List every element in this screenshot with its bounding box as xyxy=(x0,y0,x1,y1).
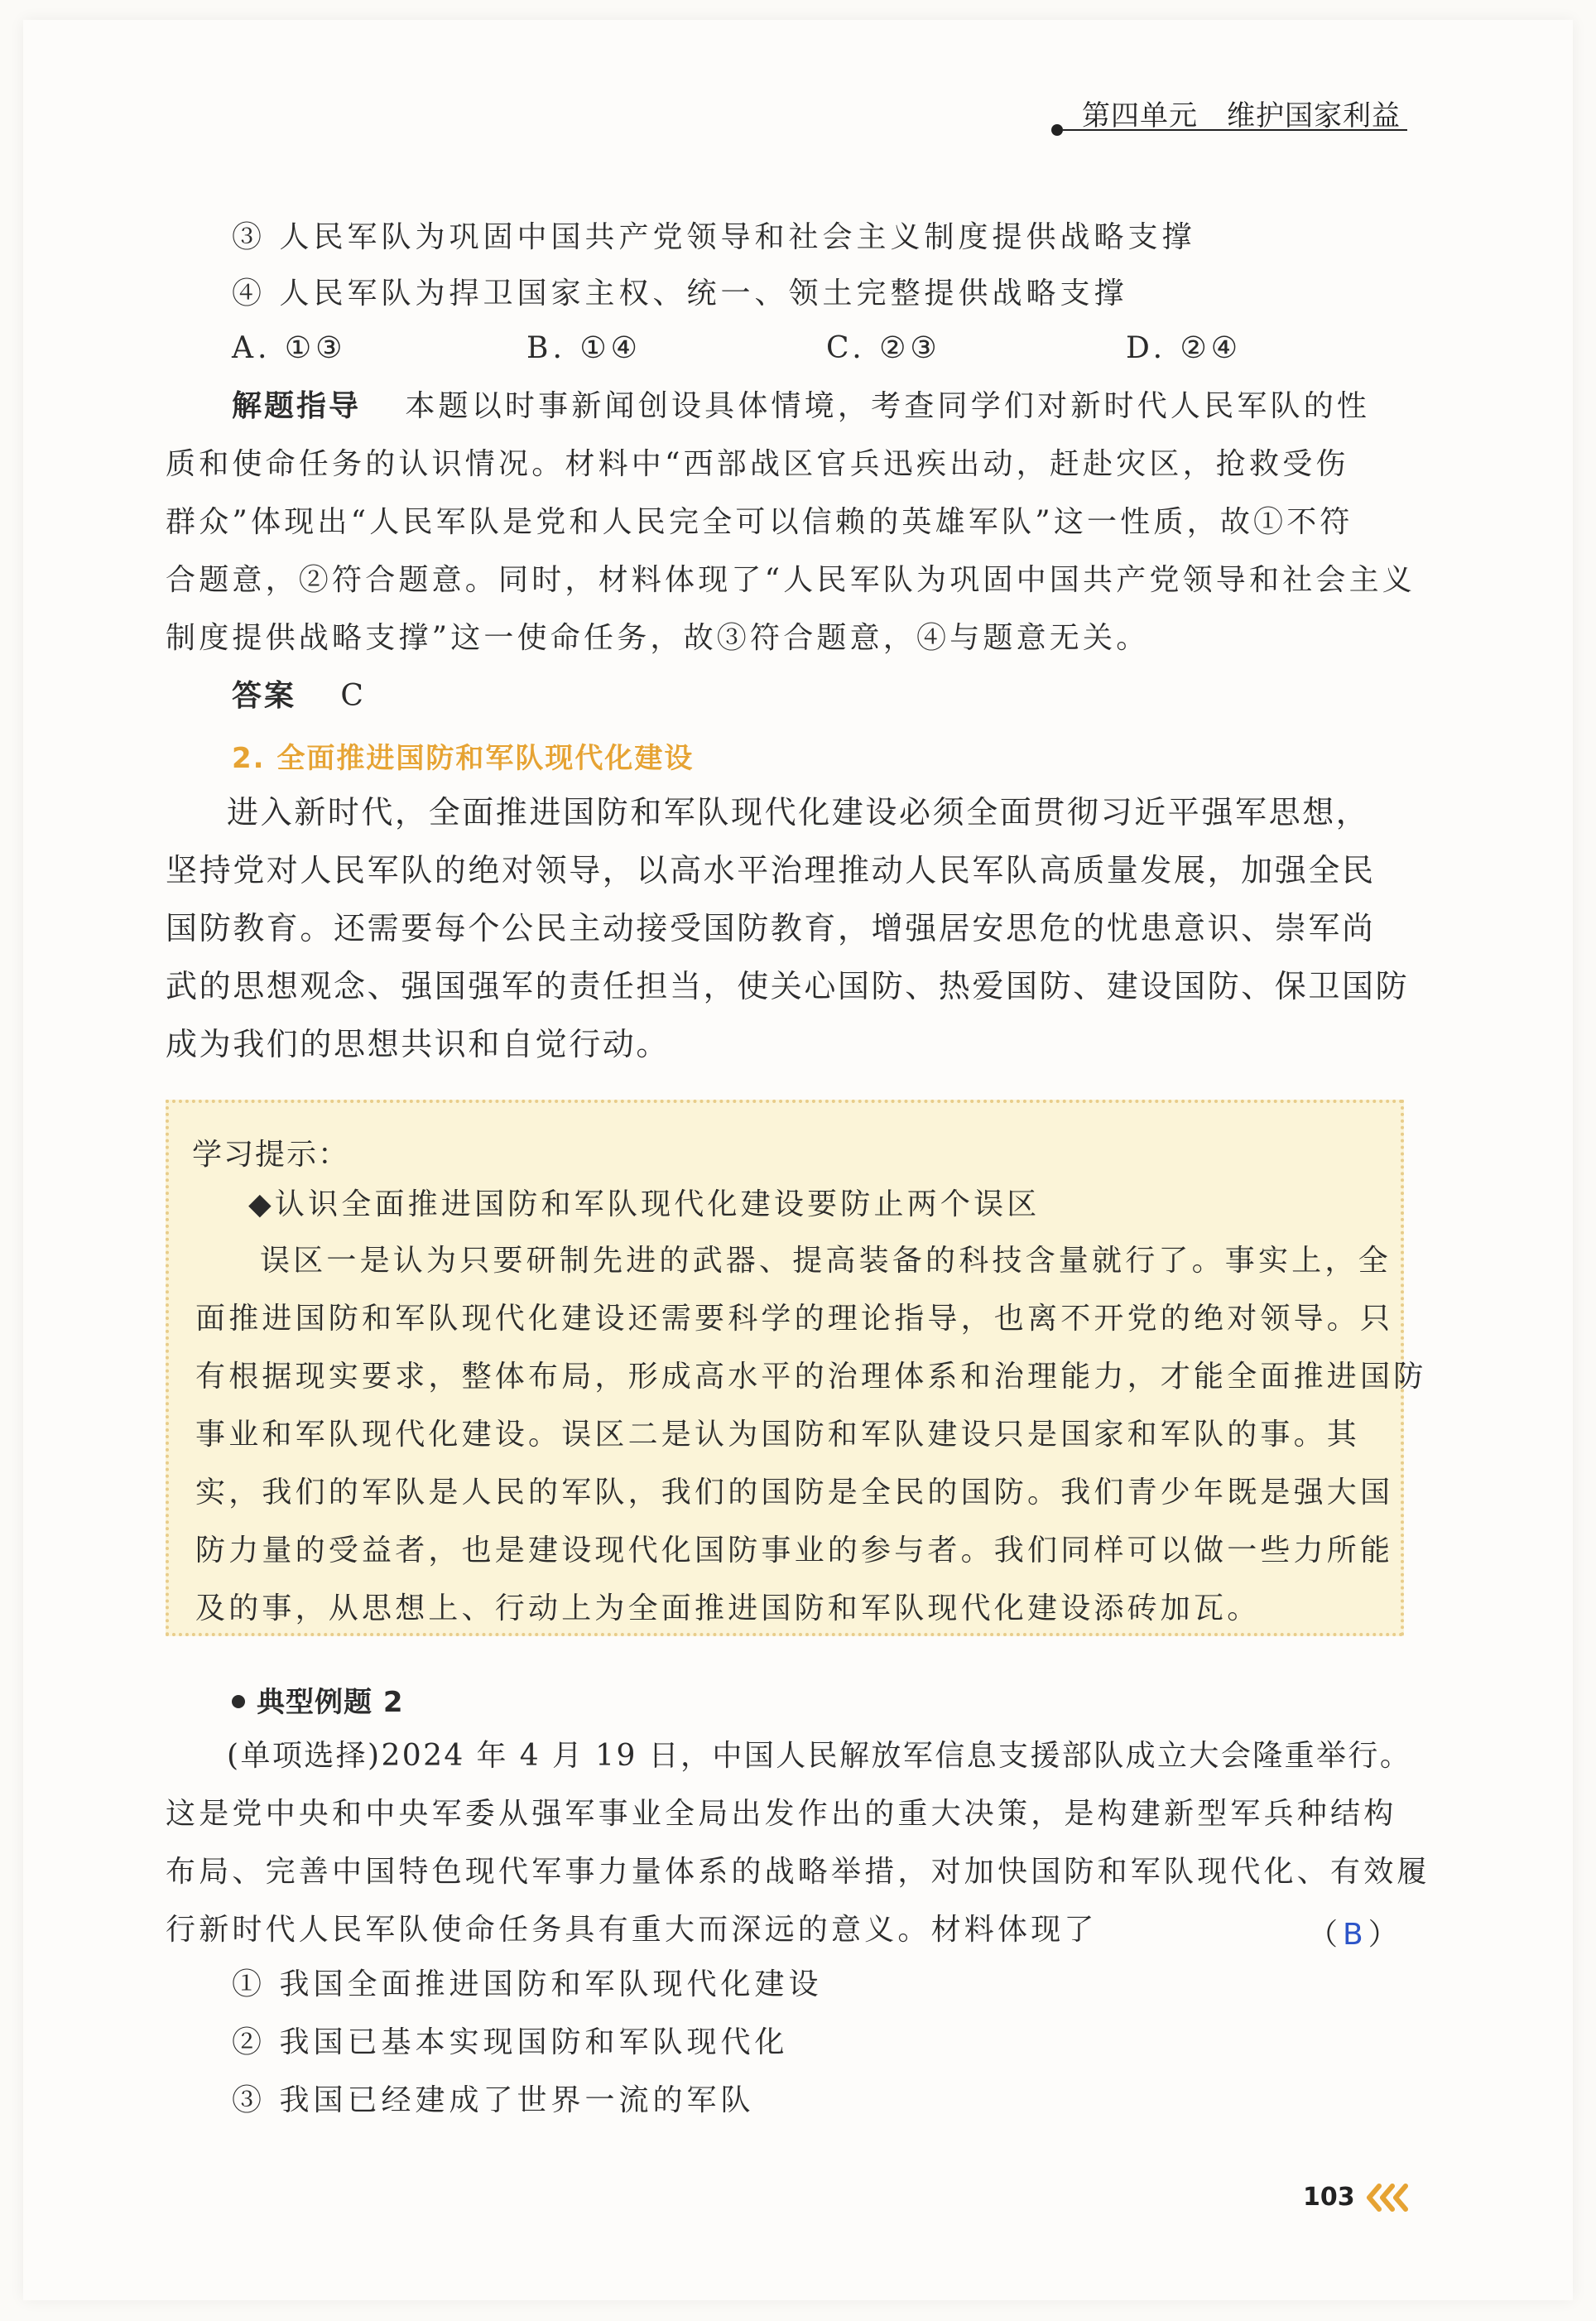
section-title: 2. 全面推进国防和军队现代化建设 xyxy=(232,742,695,775)
example-line: 这是党中央和中央军委从强军事业全局出发作出的重大决策，是构建新型军兵种结构 xyxy=(166,1797,1397,1831)
option-4-top: ④ 人民军队为捍卫国家主权、统一、领土完整提供战略支撑 xyxy=(232,277,1128,311)
choice-a: A. ①③ xyxy=(232,331,347,365)
tip-line: 实，我们的军队是人民的军队，我们的国防是全民的国防。我们青少年既是强大国 xyxy=(195,1476,1394,1510)
section-paragraph-line: 国防教育。还需要每个公民主动接受国防教育，增强居安思危的忧患意识、崇军尚 xyxy=(166,910,1376,946)
guide-first-line xyxy=(232,388,1370,426)
example-line: 布局、完善中国特色现代军事力量体系的战略举措，对加快国防和军队现代化、有效履 xyxy=(166,1855,1430,1889)
answer-line xyxy=(232,677,367,715)
example-option: ③ 我国已经建成了世界一流的军队 xyxy=(232,2083,755,2117)
guide-line: 制度提供战略支撑”这一使命任务，故③符合题意，④与题意无关。 xyxy=(166,621,1150,655)
answer-choices xyxy=(232,331,1407,369)
option-3-top: ③ 人民军队为巩固中国共产党领导和社会主义制度提供战略支撑 xyxy=(232,220,1196,254)
example-line: 行新时代人民军队使命任务具有重大而深远的意义。材料体现了 xyxy=(166,1913,1098,1947)
filled-answer: B xyxy=(1343,1918,1368,1952)
tip-line: 有根据现实要求，整体布局，形成高水平的治理体系和治理能力，才能全面推进国防 xyxy=(195,1360,1427,1394)
example-option: ① 我国全面推进国防和军队现代化建设 xyxy=(232,1967,823,2001)
choice-c: C. ②③ xyxy=(826,331,941,365)
header-title: 第四单元 维护国家利益 xyxy=(1082,99,1401,132)
section-paragraph-line: 坚持党对人民军队的绝对领导，以高水平治理推动人民军队高质量发展，加强全民 xyxy=(166,852,1376,888)
tip-line: 及的事，从思想上、行动上为全面推进国防和军队现代化建设添砖加瓦。 xyxy=(195,1591,1261,1625)
page-header xyxy=(1051,93,1407,134)
section-paragraph-first: 进入新时代，全面推进国防和军队现代化建设必须全面贯彻习近平强军思想， xyxy=(227,794,1370,831)
guide-line: 群众”体现出“人民军队是党和人民完全可以信赖的英雄军队”这一性质，故①不符 xyxy=(166,505,1353,539)
guide-line: 合题意，②符合题意。同时，材料体现了“人民军队为巩固中国共产党领导和社会主义 xyxy=(166,563,1416,597)
answer-bracket: （B） xyxy=(1308,1918,1403,1952)
bullet-icon xyxy=(232,1695,245,1708)
section-paragraph-line: 武的思想观念、强国强军的责任担当，使关心国防、热爱国防、建设国防、保卫国防 xyxy=(166,968,1410,1004)
answer-value: C xyxy=(340,679,368,713)
triple-chevron-left-icon xyxy=(1364,2183,1414,2213)
section-paragraph-line: 成为我们的思想共识和自觉行动。 xyxy=(166,1026,671,1062)
tip-title: 学习提示： xyxy=(192,1138,350,1172)
page-number: 103 xyxy=(1303,2183,1355,2212)
header-dot xyxy=(1051,124,1063,136)
guide-text-first: 本题以时事新闻创设具体情境，考查同学们对新时代人民军队的性 xyxy=(405,389,1371,423)
guide-label: 解题指导 xyxy=(232,389,362,423)
example-option: ② 我国已基本实现国防和军队现代化 xyxy=(232,2025,789,2059)
choice-d: D. ②④ xyxy=(1126,331,1243,365)
answer-label: 答案 xyxy=(232,679,297,713)
tip-line: 防力量的受益者，也是建设现代化国防事业的参与者。我们同样可以做一些力所能 xyxy=(195,1534,1394,1567)
tip-line: 事业和军队现代化建设。误区二是认为国防和军队建设只是国家和军队的事。其 xyxy=(195,1418,1361,1452)
choice-b: B. ①④ xyxy=(526,331,642,365)
example-first-line: (单项选择)2024 年 4 月 19 日，中国人民解放军信息支援部队成立大会隆重举行。 xyxy=(227,1739,1412,1773)
guide-line: 质和使命任务的认识情况。材料中“西部战区官兵迅疾出动，赶赴灾区，抢救受伤 xyxy=(166,447,1349,481)
tip-line: 面推进国防和军队现代化建设还需要科学的理论指导，也离不开党的绝对领导。只 xyxy=(195,1302,1394,1336)
tip-subtitle: ◆认识全面推进国防和军队现代化建设要防止两个误区 xyxy=(248,1187,1041,1221)
example-title: 典型例题 2 xyxy=(232,1679,404,1720)
tip-first-line: 误区一是认为只要研制先进的武器、提高装备的科技含量就行了。事实上，全 xyxy=(260,1244,1392,1278)
